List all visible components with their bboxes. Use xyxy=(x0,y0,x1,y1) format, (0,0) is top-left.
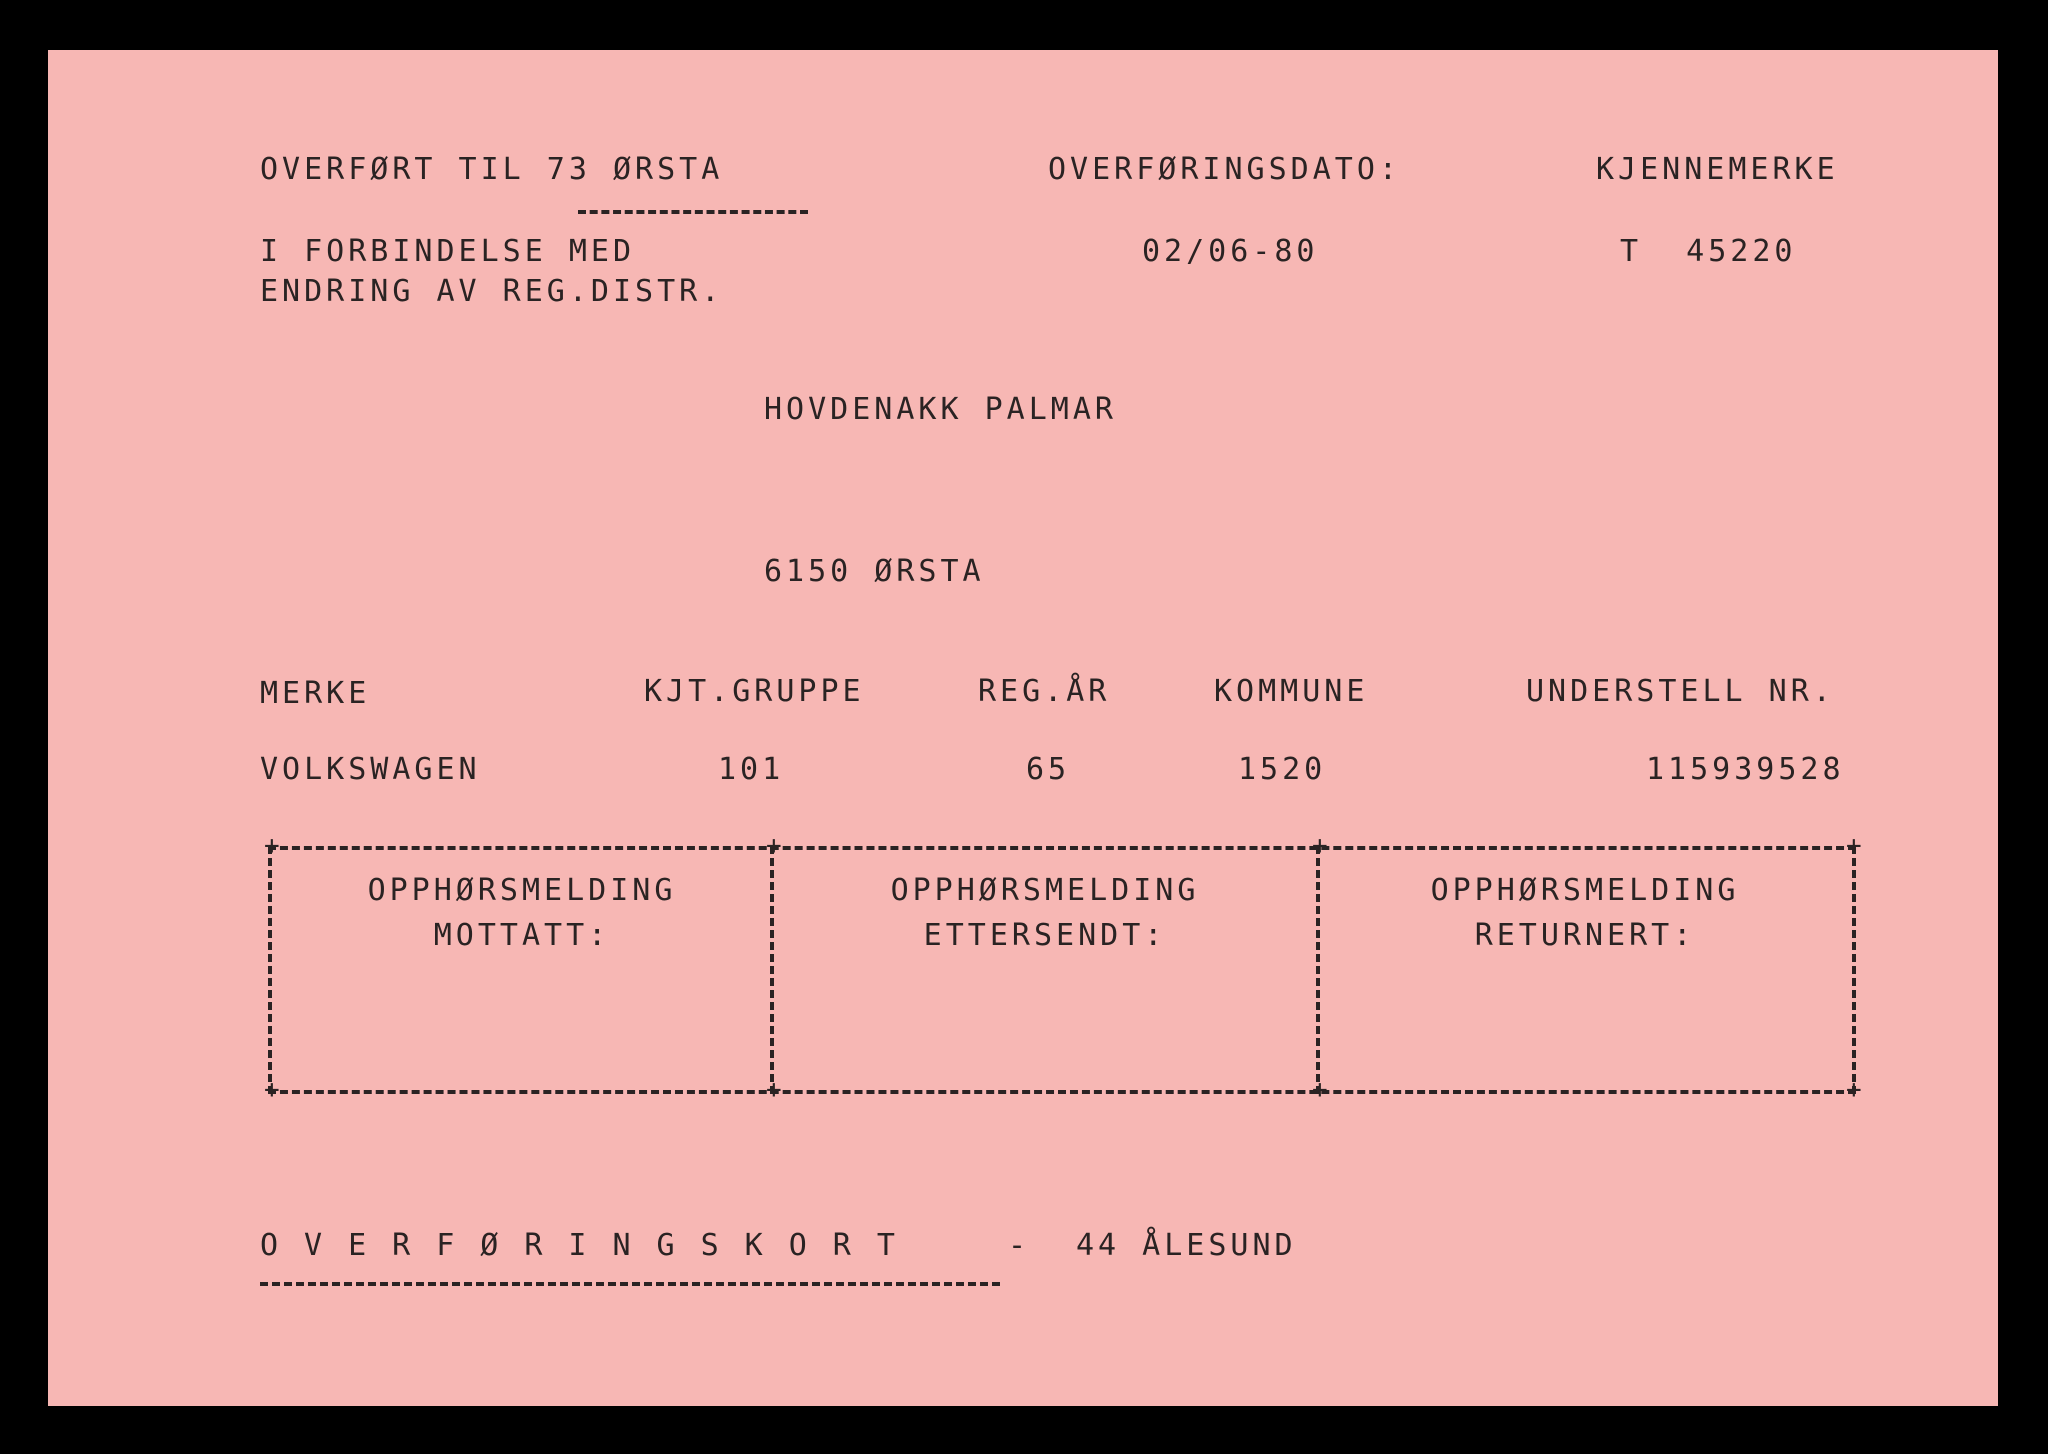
transfer-date-label: OVERFØRINGSDATO: xyxy=(1048,152,1401,187)
corner-mark: + xyxy=(1846,831,1862,861)
reason-line-1: I FORBINDELSE MED xyxy=(260,234,636,269)
status-box-subtitle: ETTERSENDT: xyxy=(923,918,1167,953)
footer-separator: - xyxy=(1008,1228,1031,1263)
corner-mark: + xyxy=(264,1075,280,1105)
municipality-value: 1520 xyxy=(1238,752,1327,787)
transfer-to-label: OVERFØRT TIL 73 ØRSTA xyxy=(260,152,724,187)
corner-mark: + xyxy=(1312,831,1328,861)
group-label: KJT.GRUPPE xyxy=(644,674,865,709)
status-box-title: OPPHØRSMELDING xyxy=(890,873,1200,908)
status-box-title: OPPHØRSMELDING xyxy=(1430,873,1740,908)
transfer-date-value: 02/06-80 xyxy=(1142,234,1319,269)
reg-year-value: 65 xyxy=(1026,752,1071,787)
municipality-label: KOMMUNE xyxy=(1214,674,1369,709)
chassis-value: 115939528 xyxy=(1646,752,1845,787)
status-box-title: OPPHØRSMELDING xyxy=(367,873,677,908)
card-title-underline xyxy=(260,1282,1000,1286)
status-box-subtitle: MOTTATT: xyxy=(433,918,611,953)
corner-mark: + xyxy=(1846,1075,1862,1105)
reg-year-label: REG.ÅR xyxy=(978,674,1111,709)
office-name: 44 ÅLESUND xyxy=(1076,1228,1297,1263)
reason-line-2: ENDRING AV REG.DISTR. xyxy=(260,274,724,309)
registration-number: T 45220 xyxy=(1620,234,1797,269)
status-box-forwarded xyxy=(774,868,1316,958)
registration-label: KJENNEMERKE xyxy=(1596,152,1839,187)
chassis-label: UNDERSTELL NR. xyxy=(1526,674,1835,709)
owner-name: HOVDENAKK PALMAR xyxy=(764,392,1117,427)
corner-mark: + xyxy=(1312,1075,1328,1105)
corner-mark: + xyxy=(766,1075,782,1105)
status-box-received xyxy=(274,868,770,958)
corner-mark: + xyxy=(264,831,280,861)
make-value: VOLKSWAGEN xyxy=(260,752,481,787)
owner-address: 6150 ØRSTA xyxy=(764,554,985,589)
transfer-to-underline xyxy=(578,210,808,214)
group-value: 101 xyxy=(718,752,785,787)
card-title: OVERFØRINGSKORT xyxy=(260,1228,921,1263)
transfer-card xyxy=(48,50,1998,1406)
status-box-subtitle: RETURNERT: xyxy=(1474,918,1696,953)
corner-mark: + xyxy=(766,831,782,861)
make-label: MERKE xyxy=(260,676,371,711)
status-box-returned xyxy=(1320,868,1850,958)
